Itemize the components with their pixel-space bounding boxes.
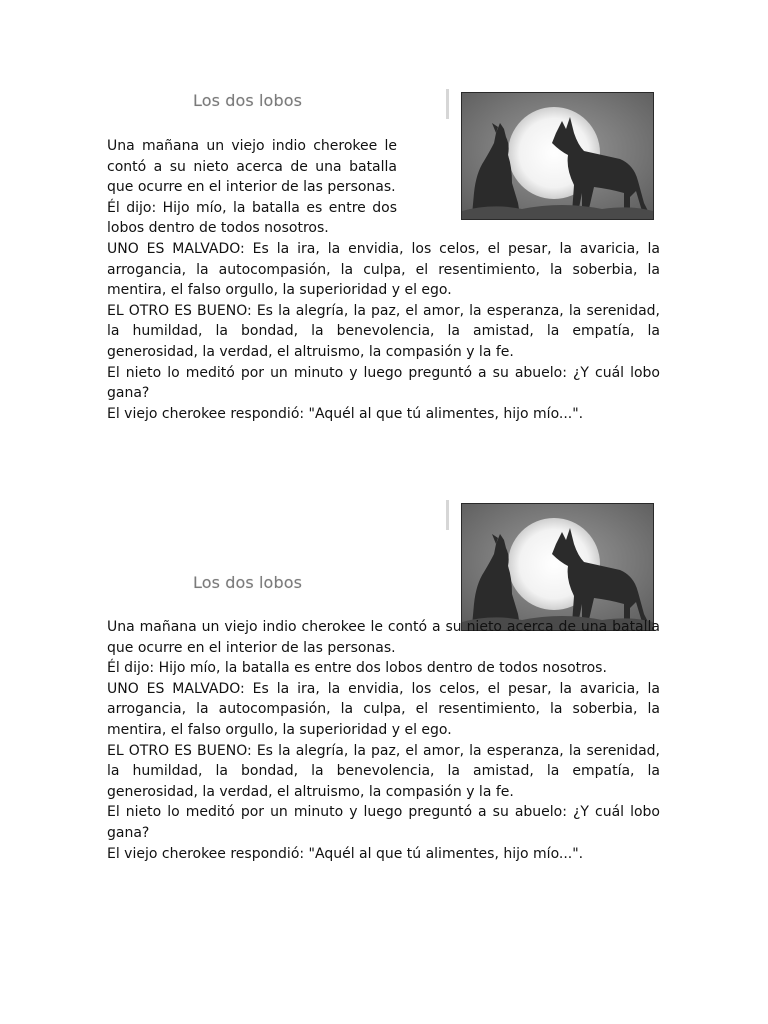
paragraph: Una mañana un viejo indio cherokee le contó a su nieto acerca de una batalla que ocurre en el interior de las personas. — [107, 619, 660, 656]
wolves-moon-illustration — [462, 504, 653, 630]
story-title: Los dos lobos — [193, 573, 303, 592]
paragraph: EL OTRO ES BUENO: Es la alegría, la paz, el amor, la esperanza, la serenidad, la humildad, la bondad, la benevolencia, la amistad, la empatía, la generosidad, la verdad, el altruismo, la compasión y la fe. — [107, 742, 660, 800]
decorative-bar — [446, 500, 449, 530]
paragraph: El viejo cherokee respondió: "Aquél al que tú alimentes, hijo mío...". — [107, 405, 584, 422]
paragraph: El nieto lo meditó por un minuto y luego preguntó a su abuelo: ¿Y cuál lobo gana? — [107, 804, 660, 841]
paragraph: Él dijo: Hijo mío, la batalla es entre dos lobos dentro de todos nosotros. — [107, 660, 607, 677]
paragraph: Una mañana un viejo indio cherokee le contó a su nieto acerca de una batalla que ocurre en el interior de las personas. — [107, 138, 397, 196]
decorative-bar — [446, 89, 449, 119]
paragraph: El viejo cherokee respondió: "Aquél al que tú alimentes, hijo mío...". — [107, 845, 584, 862]
story-body — [107, 136, 660, 424]
story-body — [107, 617, 660, 864]
paragraph: UNO ES MALVADO: Es la ira, la envidia, los celos, el pesar, la avaricia, la arrogancia, la autocompasión, la culpa, el resentimiento, la soberbia, la mentira, el falso orgullo, la superioridad y el ego. — [107, 680, 660, 738]
story-title: Los dos lobos — [193, 91, 303, 110]
paragraph: Él dijo: Hijo mío, la batalla es entre dos lobos dentro de todos nosotros. — [107, 199, 397, 237]
paragraph: El nieto lo meditó por un minuto y luego preguntó a su abuelo: ¿Y cuál lobo gana? — [107, 364, 660, 402]
wolves-moon-image — [461, 503, 654, 631]
paragraph: EL OTRO ES BUENO: Es la alegría, la paz, el amor, la esperanza, la serenidad, la humildad, la bondad, la benevolencia, la amistad, la empatía, la generosidad, la verdad, el altruismo, la compasión y la fe. — [107, 302, 660, 360]
paragraph: UNO ES MALVADO: Es la ira, la envidia, los celos, el pesar, la avaricia, la arrogancia, la autocompasión, la culpa, el resentimiento, la soberbia, la mentira, el falso orgullo, la superioridad y el ego. — [107, 240, 660, 299]
